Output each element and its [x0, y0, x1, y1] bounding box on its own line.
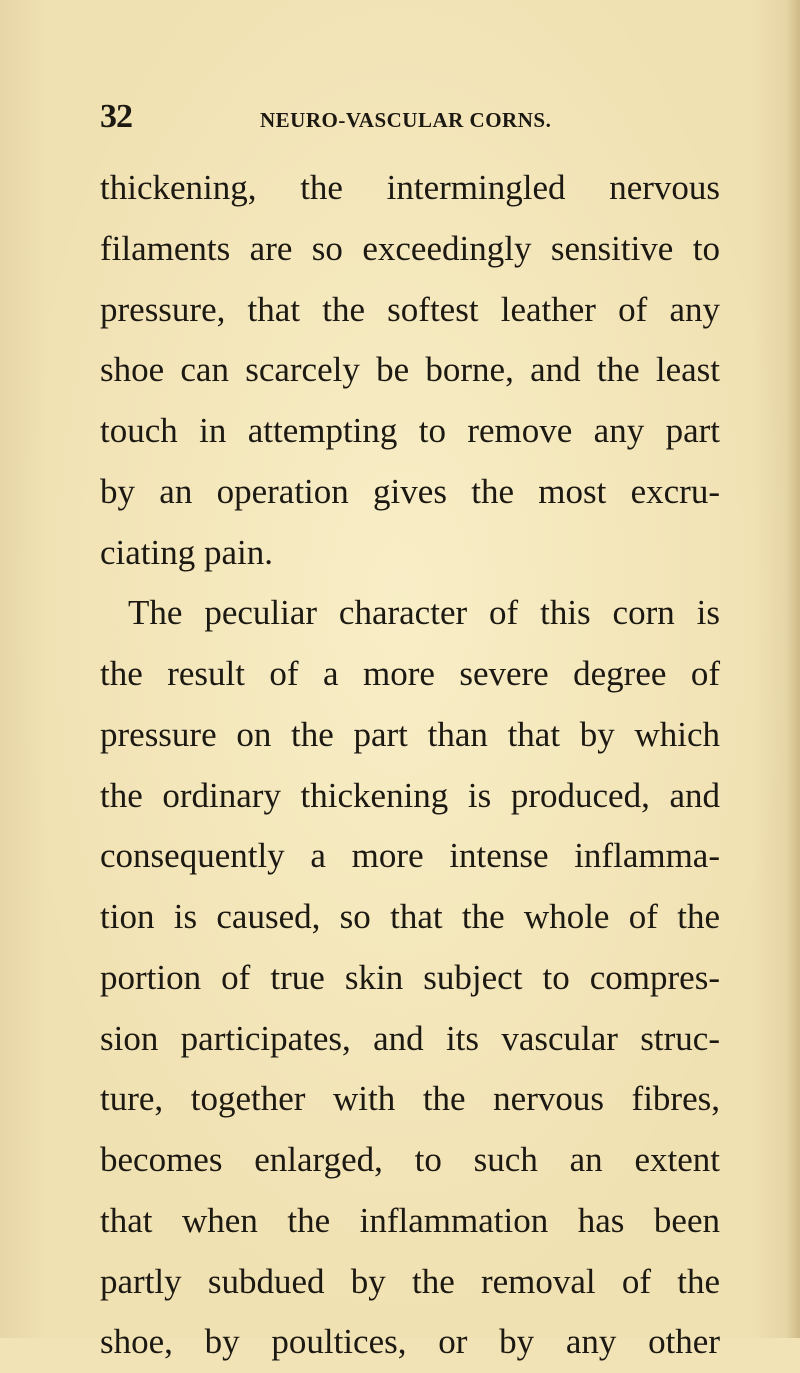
paragraph-end-line: ciating pain. — [100, 532, 274, 572]
text-line: thickening, the intermingled nervous — [100, 168, 720, 207]
text-line: tion is caused, so that the whole of the — [100, 897, 720, 936]
text-line: pressure, that the softest leather of any — [100, 289, 720, 329]
body-text — [100, 158, 720, 1373]
page-number: 32 — [100, 98, 132, 135]
running-title: NEURO-VASCULAR CORNS. — [260, 108, 552, 132]
text-line: becomes enlarged, to such an extent — [100, 1140, 720, 1179]
text-line: sion participates, and its vascular struc- — [100, 1018, 720, 1058]
page-edge-shadow — [786, 0, 800, 1338]
text-line: the ordinary thickening is produced, and — [100, 775, 720, 815]
page-header — [100, 98, 720, 142]
text-line: consequently a more intense inflamma- — [100, 836, 720, 876]
text-line: shoe, by poultices, or by any other — [100, 1322, 720, 1362]
text-line: by an operation gives the most excru- — [100, 471, 720, 511]
text-line: shoe can scarcely be borne, and the least — [100, 350, 720, 390]
text-line: the result of a more severe degree of — [100, 654, 720, 693]
text-line: portion of true skin subject to compres- — [100, 957, 720, 997]
text-line: that when the inflammation has been — [100, 1200, 720, 1240]
text-line: partly subdued by the removal of the — [100, 1261, 720, 1301]
paragraph-start-line: The peculiar character of this corn is — [128, 593, 720, 633]
text-line: ture, together with the nervous fibres, — [100, 1079, 720, 1119]
text-line: touch in attempting to remove any part — [100, 411, 720, 450]
text-line: filaments are so exceedingly sensitive to — [100, 228, 720, 268]
text-line: pressure on the part than that by which — [100, 714, 720, 754]
